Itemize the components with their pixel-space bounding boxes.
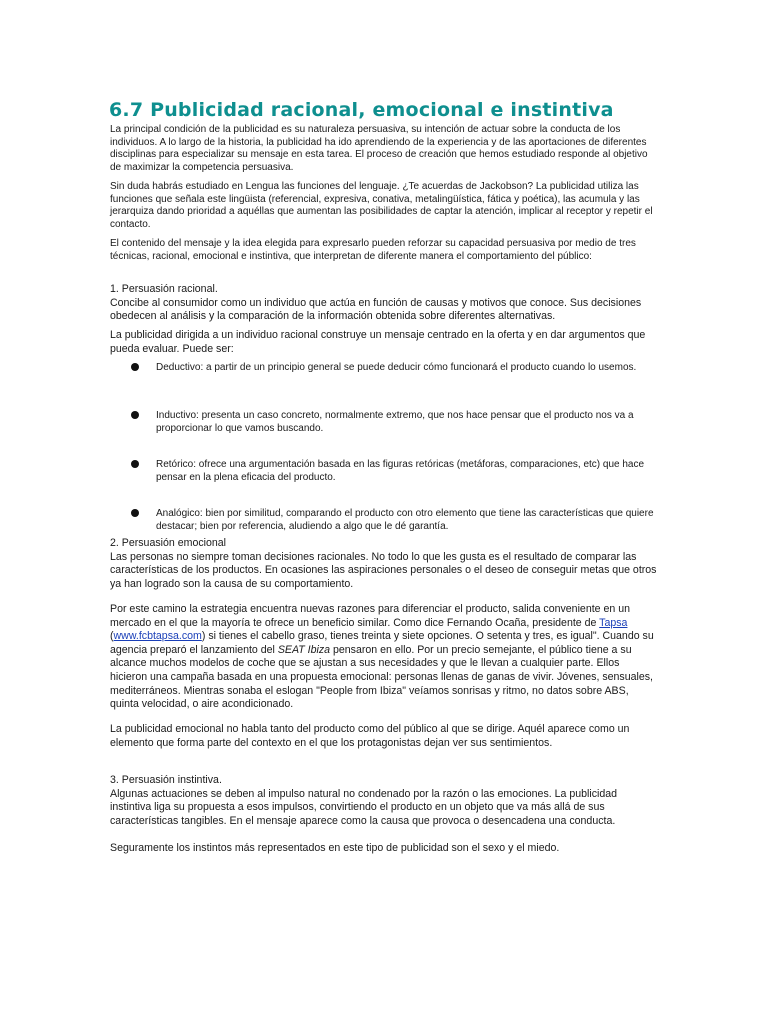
instintiva-text: Algunas actuaciones se deben al impulso natural no condenado por la razón o las emociones. La publicidad instintiva liga su propuesta a esos impulsos, convirtiendo el producto en un objeto que va más allá de sus características tangibles. En el mensaje aparece como la causa que provoca o desencadena una conducta. <box>110 787 618 827</box>
emocional-text: Las personas no siempre toman decisiones racionales. No todo lo que les gusta es el resultado de comparar las características de los productos. En ocasiones las aspiraciones personales o el deseo de conseguir metas que otros ya han logrado son la causa de su comportamiento. <box>110 550 657 590</box>
instintiva-text-2: Seguramente los instintos más representados en este tipo de publicidad son el sexo y el miedo. <box>110 842 560 854</box>
section-heading-emocional: 2. Persuasión emocional <box>110 537 227 549</box>
racional-intro-list <box>110 329 658 356</box>
seat-ibiza-text: SEAT Ibiza <box>277 643 331 656</box>
intro-paragraph-3 <box>110 238 658 263</box>
section-instintiva <box>110 774 658 828</box>
section-heading-instintiva: 3. Persuasión instintiva. <box>110 774 222 786</box>
intro-paragraph-2 <box>110 181 658 231</box>
fcbtapsa-link[interactable]: www.fcbtapsa.com <box>113 630 202 643</box>
section-heading-racional: 1. Persuasión racional. <box>110 283 218 295</box>
intro-text-2: Sin duda habrás estudiado en Lengua las funciones del lenguaje. ¿Te acuerdas de Jackobson? La publicidad utiliza las funciones que señala este lingüista (referencial, expresiva, conativa, metalingüística, fática y poética), las acumula y las jerarquiza dando prioridad a aquéllas que aumentan las posibilidades de captar la atención, implicar al receptor y repetir el contacto. <box>110 181 653 230</box>
emocional-paragraph-3 <box>110 723 658 750</box>
page-title: 6.7 Publicidad racional, emocional e instintiva <box>109 99 614 121</box>
bullet-icon <box>131 509 139 517</box>
intro-text-3: El contenido del mensaje y la idea elegida para expresarlo pueden reforzar su capacidad persuasiva por medio de tres técnicas, racional, emocional e instintiva, que interpretan de diferente manera el comportamiento del público: <box>110 238 636 262</box>
tapsa-link[interactable]: Tapsa <box>599 616 628 629</box>
list-item-text: Retórico: ofrece una argumentación basada en las figuras retóricas (metáforas, comparaciones, etc) que hace pensar en la plena eficacia del producto. <box>156 459 645 483</box>
racional-text: Concibe al consumidor como un individuo que actúa en función de causas y motivos que conoce. Sus decisiones obedecen al análisis y la comparación de la información obtenida sobre diferentes alternativas. <box>110 296 642 323</box>
bullet-icon <box>131 460 139 468</box>
emocional-text-2 <box>110 603 658 712</box>
intro-text-1: La principal condición de la publicidad es su naturaleza persuasiva, su intención de actuar sobre la conducta de los individuos. A lo largo de la historia, la publicidad ha ido aprendiendo de la experiencia y de las aportaciones de diferentes disciplinas para especializar su mensaje en esta tarea. El proceso de creación que hemos estudiado responde al objetivo de maximizar la competencia persuasiva. <box>110 124 648 173</box>
racional-text-2: La publicidad dirigida a un individuo racional construye un mensaje centrado en la oferta y en dar argumentos que pueda evaluar. Puede ser: <box>110 329 646 355</box>
section-emocional <box>110 537 658 591</box>
emocional-text-3: La publicidad emocional no habla tanto del producto como del público al que se dirige. Aquél aparece como un elemento que forma parte del contexto en el que los protagonistas dejan ver sus sentimientos. <box>110 723 630 749</box>
list-item-text: Analógico: bien por similitud, comparando el producto con otro elemento que tiene las características que quiere destacar; bien por referencia, aludiendo a algo que le dé garantía. <box>156 508 654 532</box>
list-item-text: Inductivo: presenta un caso concreto, normalmente extremo, que nos hace pensar que el producto nos va a proporcionar lo que vamos buscando. <box>156 410 634 434</box>
list-item-text: Deductivo: a partir de un principio general se puede deducir cómo funcionará el producto cuando lo usemos. <box>156 362 637 373</box>
emocional-text-2c: ) si tienes el cabello graso, tienes treinta y siete opciones. O setenta y tres, es igual". Cuando su agencia preparó el lanzamiento del <box>110 630 654 656</box>
emocional-text-2b: ( <box>110 630 114 643</box>
emocional-text-2a: Por este camino la estrategia encuentra nuevas razones para diferenciar el producto, salida conveniente en un mercado en el que la mayoría te ofrece un beneficio similar. Como dice Fernando Ocaña, presidente de <box>110 603 631 629</box>
bullet-icon <box>131 363 139 371</box>
section-racional <box>110 283 658 324</box>
emocional-text-2d: pensaron en ello. Por un precio semejante, el público tiene a su alcance muchos modelos de coche que se ajustan a sus necesidades y que le llevan a cualquier parte. Ellos hicieron una campaña basada en una propuesta emocional: personas llenas de ganas de vivir. Jóvenes, sensuales, mediterráneos. Mientras sonaba el eslogan "People from Ibiza" veíamos sonrisas y ritmo, no datos sobre ABS, quinta velocidad, o aire acondicionado. <box>110 643 653 711</box>
emocional-paragraph-2 <box>110 603 658 712</box>
intro-paragraph-1 <box>110 124 658 174</box>
instintiva-paragraph-2 <box>110 842 658 856</box>
bullet-icon <box>131 411 139 419</box>
